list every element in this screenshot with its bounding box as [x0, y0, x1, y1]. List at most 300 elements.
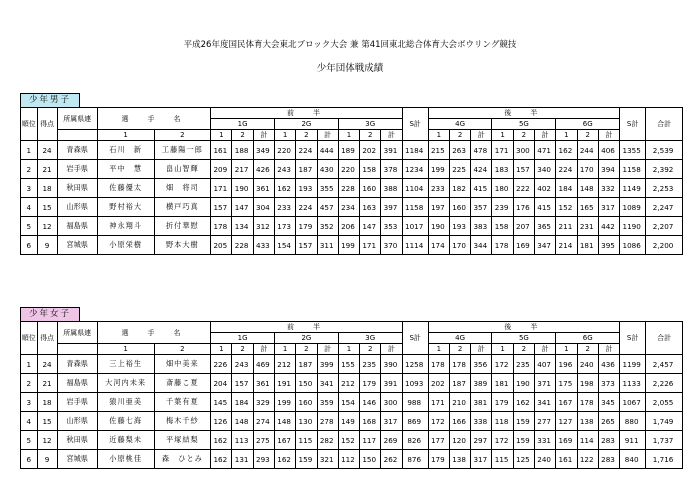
score-cell: 189 — [338, 141, 359, 160]
player2-cell: 折付華慰 — [154, 217, 211, 236]
score-cell: 349 — [253, 141, 274, 160]
rank-cell: 4 — [21, 198, 38, 217]
score-cell: 179 — [296, 217, 317, 236]
col-sub-2: 2 — [449, 130, 470, 141]
player1-cell: 石川 新 — [97, 141, 154, 160]
table-row — [21, 412, 683, 431]
col-player-2: 2 — [154, 130, 211, 141]
col-player-1: 1 — [97, 130, 154, 141]
score-cell: 344 — [471, 236, 492, 255]
player2-cell: 畑 将司 — [154, 179, 211, 198]
score-cell: 168 — [360, 412, 381, 431]
score-cell: 341 — [535, 393, 556, 412]
score-cell: 225 — [449, 160, 470, 179]
s-total-cell: 911 — [620, 431, 646, 450]
score-cell: 222 — [513, 179, 534, 198]
col-subtotal: 計 — [317, 130, 338, 141]
col-total: 合計 — [646, 108, 683, 141]
score-cell: 471 — [535, 141, 556, 160]
score-cell: 193 — [449, 217, 470, 236]
score-cell: 353 — [381, 217, 402, 236]
col-s-total-1: S計 — [402, 108, 428, 141]
score-cell: 370 — [381, 236, 402, 255]
score-cell: 182 — [449, 179, 470, 198]
score-cell: 356 — [471, 355, 492, 374]
score-cell: 169 — [556, 431, 577, 450]
pref-cell: 青森県 — [57, 141, 97, 160]
score-cell: 138 — [449, 450, 470, 469]
score-cell: 158 — [492, 217, 513, 236]
score-cell: 233 — [428, 179, 449, 198]
score-cell: 160 — [449, 198, 470, 217]
score-cell: 172 — [492, 355, 513, 374]
col-subtotal: 計 — [317, 344, 338, 355]
col-player-1: 1 — [97, 344, 154, 355]
score-cell: 178 — [449, 355, 470, 374]
score-cell: 160 — [360, 179, 381, 198]
player2-cell: 梅木千紗 — [154, 412, 211, 431]
score-cell: 312 — [253, 217, 274, 236]
score-cell: 175 — [556, 374, 577, 393]
header-row — [21, 322, 683, 333]
col-subtotal: 計 — [535, 130, 556, 141]
section-label-girls: 少年女子 — [20, 307, 80, 322]
score-cell: 162 — [275, 450, 296, 469]
col-sub-2: 2 — [360, 344, 381, 355]
rank-cell: 3 — [21, 179, 38, 198]
score-cell: 300 — [513, 141, 534, 160]
score-cell: 235 — [360, 355, 381, 374]
score-cell: 321 — [317, 450, 338, 469]
score-cell: 181 — [492, 374, 513, 393]
score-cell: 234 — [338, 198, 359, 217]
score-cell: 181 — [577, 236, 598, 255]
player2-cell: 森 ひとみ — [154, 450, 211, 469]
score-cell: 178 — [428, 355, 449, 374]
score-cell: 224 — [296, 198, 317, 217]
score-cell: 228 — [338, 179, 359, 198]
score-cell: 311 — [317, 236, 338, 255]
table-row — [21, 141, 683, 160]
score-cell: 198 — [577, 374, 598, 393]
score-cell: 235 — [513, 355, 534, 374]
score-cell: 371 — [535, 374, 556, 393]
pref-cell: 福島県 — [57, 217, 97, 236]
score-cell: 211 — [556, 217, 577, 236]
score-cell: 127 — [556, 412, 577, 431]
points-cell: 15 — [37, 198, 57, 217]
score-cell: 341 — [317, 374, 338, 393]
player2-cell: 斎藤こ夏 — [154, 374, 211, 393]
header-row — [21, 344, 683, 355]
col-sub-1: 1 — [492, 130, 513, 141]
score-cell: 180 — [492, 179, 513, 198]
col-game-g4: 4G — [428, 333, 492, 344]
total-cell: 2,457 — [646, 355, 683, 374]
col-sub-2: 2 — [513, 344, 534, 355]
score-cell: 158 — [360, 160, 381, 179]
score-cell: 187 — [449, 374, 470, 393]
score-cell: 207 — [513, 217, 534, 236]
score-cell: 159 — [296, 450, 317, 469]
score-cell: 150 — [296, 374, 317, 393]
pref-cell: 山形県 — [57, 198, 97, 217]
score-cell: 145 — [211, 393, 232, 412]
col-game-g6: 6G — [556, 119, 620, 130]
player1-cell: 小原栄樹 — [97, 236, 154, 255]
score-cell: 131 — [232, 450, 253, 469]
score-cell: 118 — [492, 412, 513, 431]
score-cell: 433 — [253, 236, 274, 255]
score-cell: 179 — [492, 393, 513, 412]
table-row — [21, 160, 683, 179]
col-sub-2: 2 — [513, 130, 534, 141]
score-cell: 120 — [449, 431, 470, 450]
col-sub-1: 1 — [211, 130, 232, 141]
score-cell: 190 — [428, 217, 449, 236]
col-sub-2: 2 — [232, 344, 253, 355]
rank-cell: 3 — [21, 393, 38, 412]
score-cell: 159 — [513, 431, 534, 450]
score-cell: 154 — [338, 393, 359, 412]
score-cell: 389 — [471, 374, 492, 393]
score-cell: 359 — [317, 393, 338, 412]
score-cell: 397 — [381, 198, 402, 217]
rank-cell: 6 — [21, 450, 38, 469]
col-game-g3: 3G — [338, 119, 402, 130]
player1-cell: 三上裕生 — [97, 355, 154, 374]
col-players: 選 手 名 — [97, 322, 210, 344]
points-cell: 24 — [37, 355, 57, 374]
score-cell: 157 — [296, 236, 317, 255]
score-cell: 162 — [556, 141, 577, 160]
score-cell: 283 — [598, 450, 619, 469]
s-total-cell: 1133 — [620, 374, 646, 393]
s-total-cell: 1199 — [620, 355, 646, 374]
player2-cell: 平塚結梨 — [154, 431, 211, 450]
score-cell: 171 — [428, 393, 449, 412]
score-cell: 166 — [449, 412, 470, 431]
score-cell: 184 — [232, 393, 253, 412]
score-cell: 155 — [338, 355, 359, 374]
player2-cell: 畑中美来 — [154, 355, 211, 374]
s-total-cell: 1093 — [402, 374, 428, 393]
col-game-g2: 2G — [275, 333, 339, 344]
total-cell: 2,539 — [646, 141, 683, 160]
score-cell: 406 — [598, 141, 619, 160]
score-cell: 176 — [513, 198, 534, 217]
table-row — [21, 374, 683, 393]
score-cell: 126 — [211, 412, 232, 431]
total-cell: 1,716 — [646, 450, 683, 469]
page-title: 平成26年度国民体育大会東北ブロック大会 兼 第41回東北総合体育大会ボウリング競技 — [183, 40, 517, 50]
col-game-g2: 2G — [275, 119, 339, 130]
score-cell: 190 — [232, 179, 253, 198]
score-cell: 402 — [535, 179, 556, 198]
score-cell: 157 — [232, 374, 253, 393]
col-game-g4: 4G — [428, 119, 492, 130]
score-cell: 177 — [428, 431, 449, 450]
table-row — [21, 198, 683, 217]
score-cell: 332 — [598, 179, 619, 198]
s-total-cell: 840 — [620, 450, 646, 469]
col-pref: 所属県連 — [57, 108, 97, 130]
score-cell: 239 — [492, 198, 513, 217]
score-cell: 215 — [428, 141, 449, 160]
col-sub-2: 2 — [296, 344, 317, 355]
score-cell: 399 — [317, 355, 338, 374]
s-total-cell: 869 — [402, 412, 428, 431]
score-cell: 338 — [471, 412, 492, 431]
score-cell: 162 — [275, 179, 296, 198]
col-sub-1: 1 — [492, 344, 513, 355]
col-player-2: 2 — [154, 344, 211, 355]
player1-cell: 平中 慧 — [97, 160, 154, 179]
table-row — [21, 431, 683, 450]
col-sub-2: 2 — [360, 130, 381, 141]
score-cell: 161 — [556, 450, 577, 469]
rank-cell: 6 — [21, 236, 38, 255]
score-cell: 169 — [513, 236, 534, 255]
score-cell: 161 — [211, 141, 232, 160]
pref-cell: 宮城県 — [57, 236, 97, 255]
score-cell: 275 — [253, 431, 274, 450]
score-cell: 152 — [556, 198, 577, 217]
col-sub-1: 1 — [275, 344, 296, 355]
score-cell: 388 — [381, 179, 402, 198]
col-second-half: 後 半 — [428, 322, 619, 333]
rank-cell: 2 — [21, 374, 38, 393]
score-cell: 278 — [317, 412, 338, 431]
s-total-cell: 1184 — [402, 141, 428, 160]
col-sub-1: 1 — [338, 344, 359, 355]
s-total-cell: 876 — [402, 450, 428, 469]
score-cell: 134 — [232, 217, 253, 236]
s-total-cell: 1067 — [620, 393, 646, 412]
total-cell: 2,055 — [646, 393, 683, 412]
score-cell: 199 — [428, 160, 449, 179]
score-cell: 165 — [577, 198, 598, 217]
score-cell: 226 — [211, 355, 232, 374]
col-subtotal: 計 — [598, 344, 619, 355]
player1-cell: 神永翔斗 — [97, 217, 154, 236]
col-rank: 順位 — [21, 108, 38, 141]
score-cell: 157 — [513, 160, 534, 179]
player2-cell: 横戸巧真 — [154, 198, 211, 217]
s-total-cell: 880 — [620, 412, 646, 431]
score-cell: 355 — [317, 179, 338, 198]
pref-cell: 秋田県 — [57, 431, 97, 450]
player2-cell: 野本大樹 — [154, 236, 211, 255]
col-total: 合計 — [646, 322, 683, 355]
score-cell: 187 — [296, 355, 317, 374]
rank-cell: 5 — [21, 217, 38, 236]
col-game-g3: 3G — [338, 333, 402, 344]
points-cell: 15 — [37, 412, 57, 431]
col-sub-2: 2 — [577, 130, 598, 141]
score-cell: 173 — [275, 217, 296, 236]
table-row — [21, 393, 683, 412]
score-cell: 172 — [428, 412, 449, 431]
score-cell: 317 — [471, 450, 492, 469]
score-cell: 317 — [598, 198, 619, 217]
score-cell: 212 — [338, 374, 359, 393]
score-cell: 117 — [360, 431, 381, 450]
s-total-cell: 1017 — [402, 217, 428, 236]
section-label-boys: 少年男子 — [20, 93, 80, 108]
score-cell: 457 — [317, 198, 338, 217]
col-sub-2: 2 — [296, 130, 317, 141]
score-cell: 148 — [232, 412, 253, 431]
pref-cell: 山形県 — [57, 412, 97, 431]
score-cell: 228 — [232, 236, 253, 255]
score-cell: 263 — [449, 141, 470, 160]
score-cell: 430 — [317, 160, 338, 179]
rank-cell: 1 — [21, 355, 38, 374]
score-cell: 220 — [275, 141, 296, 160]
score-cell: 172 — [492, 431, 513, 450]
score-cell: 147 — [360, 217, 381, 236]
score-cell: 174 — [428, 236, 449, 255]
score-cell: 293 — [253, 450, 274, 469]
score-cell: 171 — [211, 179, 232, 198]
score-cell: 149 — [338, 412, 359, 431]
player1-cell: 大河内未来 — [97, 374, 154, 393]
col-subtotal: 計 — [381, 130, 402, 141]
col-pref-blank — [57, 130, 97, 141]
score-cell: 361 — [253, 179, 274, 198]
score-cell: 178 — [211, 217, 232, 236]
score-cell: 469 — [253, 355, 274, 374]
score-cell: 394 — [598, 160, 619, 179]
score-cell: 329 — [253, 393, 274, 412]
table-row — [21, 179, 683, 198]
score-cell: 148 — [275, 412, 296, 431]
col-subtotal: 計 — [535, 344, 556, 355]
total-cell: 2,200 — [646, 236, 683, 255]
score-cell: 231 — [577, 217, 598, 236]
s-total-cell: 1234 — [402, 160, 428, 179]
score-cell: 178 — [577, 393, 598, 412]
score-cell: 193 — [296, 179, 317, 198]
score-cell: 214 — [556, 236, 577, 255]
rank-cell: 2 — [21, 160, 38, 179]
score-cell: 167 — [275, 431, 296, 450]
score-cell: 209 — [211, 160, 232, 179]
player1-cell: 猿川亜美 — [97, 393, 154, 412]
score-cell: 187 — [296, 160, 317, 179]
score-cell: 114 — [577, 431, 598, 450]
score-cell: 357 — [471, 198, 492, 217]
total-cell: 1,749 — [646, 412, 683, 431]
points-cell: 12 — [37, 431, 57, 450]
col-sub-1: 1 — [275, 130, 296, 141]
points-cell: 9 — [37, 236, 57, 255]
score-cell: 210 — [449, 393, 470, 412]
s-total-cell: 1104 — [402, 179, 428, 198]
score-cell: 162 — [513, 393, 534, 412]
score-cell: 159 — [513, 412, 534, 431]
total-cell: 2,253 — [646, 179, 683, 198]
col-subtotal: 計 — [471, 344, 492, 355]
points-cell: 18 — [37, 179, 57, 198]
s-total-cell: 1158 — [402, 198, 428, 217]
score-cell: 178 — [492, 236, 513, 255]
col-subtotal: 計 — [253, 130, 274, 141]
score-cell: 191 — [275, 374, 296, 393]
col-pref-blank — [57, 344, 97, 355]
total-cell: 2,207 — [646, 217, 683, 236]
score-cell: 170 — [449, 236, 470, 255]
score-cell: 167 — [556, 393, 577, 412]
score-cell: 202 — [428, 374, 449, 393]
col-game-g1: 1G — [211, 119, 275, 130]
results-table-boys — [20, 107, 683, 255]
results-table-girls — [20, 321, 683, 469]
points-cell: 9 — [37, 450, 57, 469]
header-row — [21, 108, 683, 119]
col-subtotal: 計 — [471, 130, 492, 141]
score-cell: 163 — [360, 198, 381, 217]
col-subtotal: 計 — [253, 344, 274, 355]
score-cell: 300 — [381, 393, 402, 412]
score-cell: 162 — [211, 431, 232, 450]
score-cell: 274 — [253, 412, 274, 431]
score-cell: 138 — [577, 412, 598, 431]
score-cell: 265 — [598, 412, 619, 431]
score-cell: 115 — [296, 431, 317, 450]
points-cell: 12 — [37, 217, 57, 236]
score-cell: 224 — [556, 160, 577, 179]
score-cell: 407 — [535, 355, 556, 374]
score-cell: 378 — [381, 160, 402, 179]
points-cell: 21 — [37, 374, 57, 393]
player1-cell: 近藤梨未 — [97, 431, 154, 450]
col-players: 選 手 名 — [97, 108, 210, 130]
pref-cell: 福島県 — [57, 374, 97, 393]
score-cell: 444 — [317, 141, 338, 160]
player1-cell: 小原桃佳 — [97, 450, 154, 469]
s-total-cell: 1158 — [620, 160, 646, 179]
table-row — [21, 236, 683, 255]
score-cell: 347 — [535, 236, 556, 255]
score-cell: 171 — [360, 236, 381, 255]
score-cell: 365 — [535, 217, 556, 236]
col-sub-2: 2 — [449, 344, 470, 355]
score-cell: 243 — [232, 355, 253, 374]
score-cell: 113 — [232, 431, 253, 450]
score-cell: 340 — [535, 160, 556, 179]
score-cell: 282 — [317, 431, 338, 450]
score-cell: 426 — [253, 160, 274, 179]
player2-cell: 千葉有夏 — [154, 393, 211, 412]
col-game-g1: 1G — [211, 333, 275, 344]
score-cell: 188 — [232, 141, 253, 160]
col-pref: 所属県連 — [57, 322, 97, 344]
table-row — [21, 450, 683, 469]
score-cell: 130 — [296, 412, 317, 431]
score-cell: 383 — [471, 217, 492, 236]
score-cell: 244 — [577, 141, 598, 160]
col-sub-1: 1 — [428, 344, 449, 355]
score-cell: 125 — [513, 450, 534, 469]
score-cell: 146 — [360, 393, 381, 412]
score-cell: 179 — [428, 450, 449, 469]
points-cell: 24 — [37, 141, 57, 160]
score-cell: 331 — [535, 431, 556, 450]
header-row — [21, 130, 683, 141]
points-cell: 21 — [37, 160, 57, 179]
